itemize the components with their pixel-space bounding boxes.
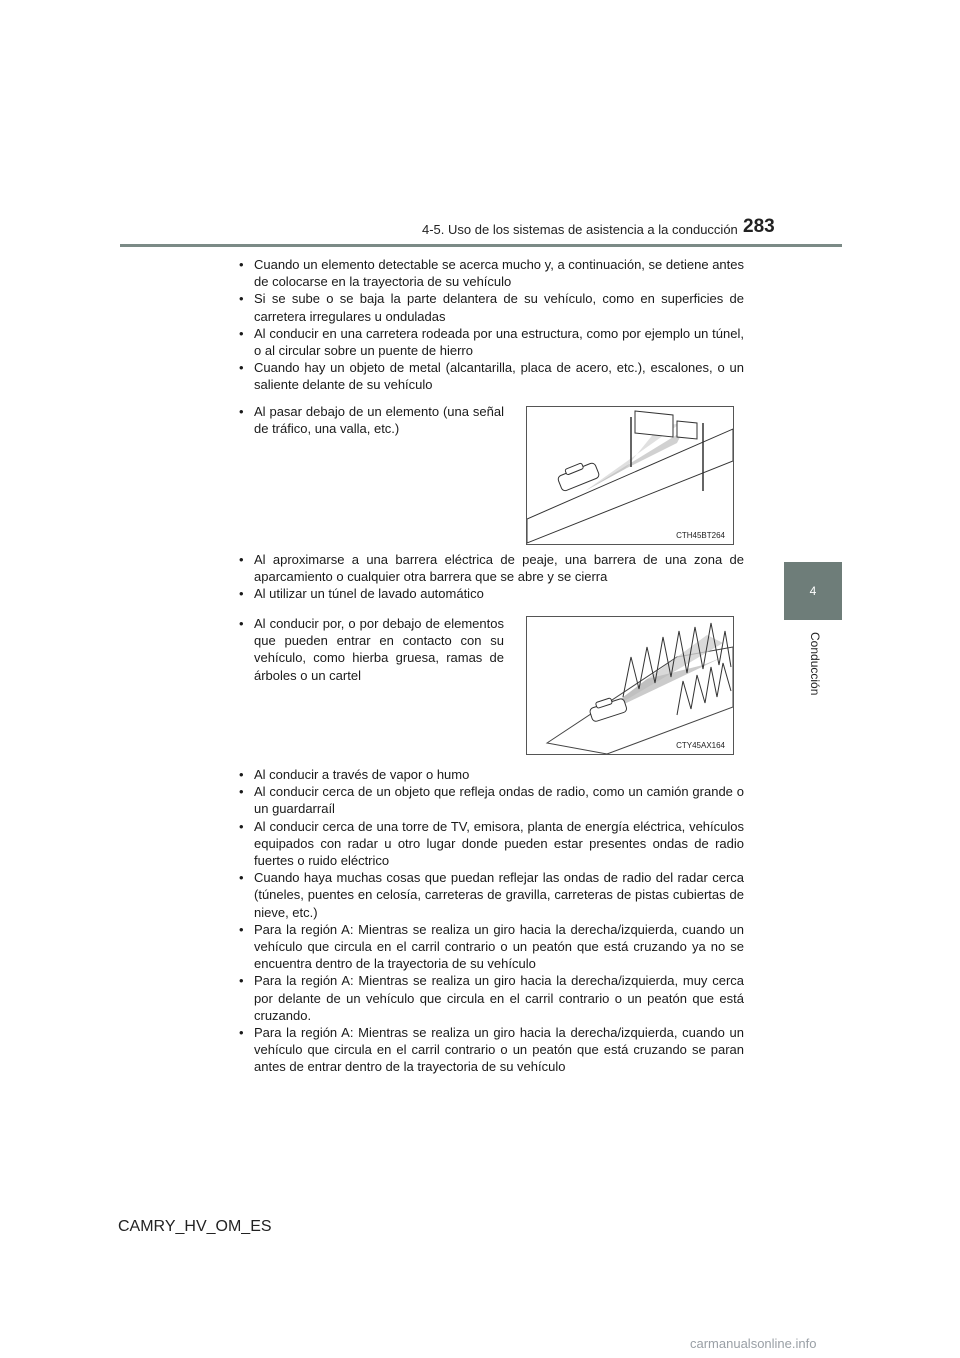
list-item: • Para la región A: Mientras se realiza un giro hacia la derecha/izquierda, cuando un vehículo que circula en el carril contrario o un peatón que está cruzando se paran antes de entrar dentro de la trayectoria de su vehículo (238, 1024, 744, 1076)
header-divider (120, 244, 842, 247)
chapter-tab (784, 562, 842, 620)
chapter-label: Conducción (808, 632, 822, 696)
figure-1-caption (238, 403, 504, 437)
list-item: • Cuando un elemento detectable se acerca mucho y, a continuación, se detiene antes de colocarse en la trayectoria de su vehículo (238, 256, 744, 290)
overhead-sign-drawing (527, 407, 733, 544)
list-item: • Si se sube o se baja la parte delantera de su vehículo, como en superficies de carretera irregulares u onduladas (238, 290, 744, 324)
list-item: • Para la región A: Mientras se realiza un giro hacia la derecha/izquierda, muy cerca por delante de un vehículo que circula en el carril contrario o un peatón que está cruzando. (238, 972, 744, 1024)
figure-2-caption (238, 615, 504, 684)
list-item: • Al aproximarse a una barrera eléctrica de peaje, una barrera de una zona de aparcamiento o cualquier otra barrera que se abre y se cierra (238, 551, 744, 585)
manual-code: CAMRY_HV_OM_ES (118, 1218, 272, 1235)
figure-2-code: CTY45AX164 (676, 741, 725, 750)
vegetation-drawing (527, 617, 733, 754)
section-title: 4-5. Uso de los sistemas de asistencia a la conducción (422, 222, 738, 237)
vegetation-illustration (526, 616, 734, 755)
list-item: • Al conducir a través de vapor o humo (238, 766, 744, 783)
list-item: • Para la región A: Mientras se realiza un giro hacia la derecha/izquierda, cuando un vehículo que circula en el carril contrario o un peatón que está cruzando ya no se encuentra dentro de la trayectoria de su vehículo (238, 921, 744, 973)
page-number: 283 (743, 216, 775, 237)
list-item: • Al conducir cerca de un objeto que refleja ondas de radio, como un camión grande o un guardarraíl (238, 783, 744, 817)
list-item: • Cuando hay un objeto de metal (alcantarilla, placa de acero, etc.), escalones, o un saliente delante de su vehículo (238, 359, 744, 393)
figure-1-code: CTH45BT264 (676, 531, 725, 540)
list-item: • Al conducir por, o por debajo de elementos que pueden entrar en contacto con su vehículo, como hierba gruesa, ramas de árboles o un cartel (238, 615, 504, 684)
bullet-list-middle (238, 551, 744, 603)
list-item: • Al utilizar un túnel de lavado automático (238, 585, 744, 602)
overhead-sign-illustration (526, 406, 734, 545)
chapter-number: 4 (809, 584, 817, 598)
list-item: • Al pasar debajo de un elemento (una señal de tráfico, una valla, etc.) (238, 403, 504, 437)
list-item: • Al conducir cerca de una torre de TV, emisora, planta de energía eléctrica, vehículos equipados con radar u otro lugar donde pueden estar presentes ondas de radio fuertes o ruido eléctrico (238, 818, 744, 870)
watermark: carmanualsonline.info (690, 1336, 817, 1351)
bullet-list-bottom (238, 766, 744, 1076)
list-item: • Al conducir en una carretera rodeada por una estructura, como por ejemplo un túnel, o al circular sobre un puente de hierro (238, 325, 744, 359)
bullet-list-top (238, 256, 744, 394)
list-item: • Cuando haya muchas cosas que puedan reflejar las ondas de radio del radar cerca (túneles, puentes en celosía, carreteras de gravilla, carreteras de pistas cubiertas de nieve, etc.) (238, 869, 744, 921)
